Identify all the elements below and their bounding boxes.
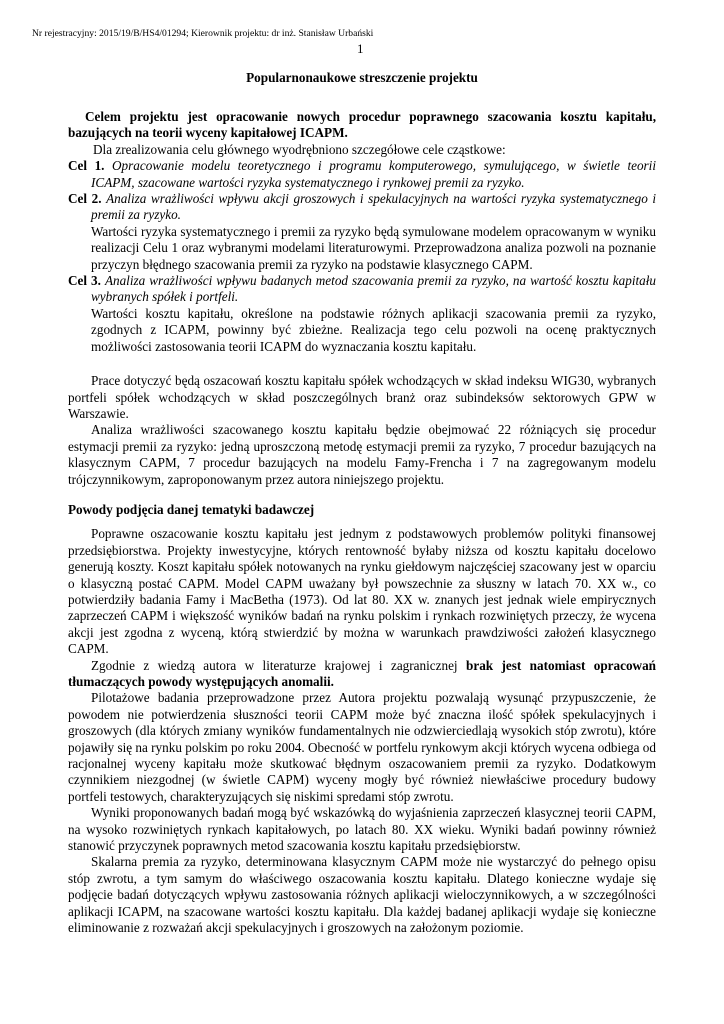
- paragraph: Pilotażowe badania przeprowadzone przez Autora projektu pozwalają wysunąć przypuszczenie, że powodem nie potwierdzenia słuszności teorii CAPM może być znaczna ilość spółek spekulacyjnych i groszowych (dla których zmiany wyników fundamentalnych nie odzwierciedlają wysokich stóp zwrotu), które pojawiły się na rynku polskim po roku 2004. Obecność w portfelu rynkowym akcji których wycena odbiega od racjonalnej wyceny kapitału może skutkować błędnym oszacowaniem premii za ryzyko. Dodatkowym czynnikiem niezgodnej (w świetle CAPM) wyceny mogły być również niewłaściwe procedury budowy portfeli testowych, charakteryzujących się niskimi spredami stóp zwrotu.: [68, 690, 656, 804]
- goal-item-1: [68, 158, 656, 191]
- registration-header: Nr rejestracyjny: 2015/19/B/HS4/01294; Kierownik projektu: dr inż. Stanisław Urbański: [32, 28, 374, 39]
- goal-text: Analiza wrażliwości wpływu badanych metod szacowania premii za ryzyko, na wartość kosztu kapitału wybranych spółek i portfeli.: [91, 273, 657, 305]
- goal-description-3: Wartości kosztu kapitału, określone na podstawie różnych aplikacji szacowania premii za ryzyko, zgodnych z ICAPM, powinny być zbieżne. Realizacja tego celu pozwoli na ocenę praktycznych możliwości zastosowania teorii ICAPM do wyznaczania kosztu kapitału.: [91, 305, 656, 354]
- paragraph: Prace dotyczyć będą oszacowań kosztu kapitału spółek wchodzących w skład indeksu WIG30, wybranych portfeli spółek wchodzących w skład poszczególnych branż oraz subindeksów sektorowych GPW w Warszawie.: [68, 373, 656, 421]
- goal-text: Analiza wrażliwości wpływu akcji groszowych i spekulacyjnych na wartości ryzyka systematycznego i premii za ryzyko.: [91, 191, 657, 223]
- section-heading: Powody podjęcia danej tematyki badawczej: [68, 501, 315, 517]
- main-goal: Celem projektu jest opracowanie nowych procedur poprawnego szacowania kosztu kapitału, bazujących na teorii wyceny kapitałowej ICAPM.: [68, 109, 656, 141]
- goal-label: Cel 3.: [68, 273, 101, 289]
- paragraph: Wyniki proponowanych badań mogą być wskazówką do wyjaśnienia zaprzeczeń klasycznej teorii CAPM, na wysoko rozwiniętych rynkach kapitałowych, po latach 80. XX wieku. Wyniki badań powinny również stanowić przyczynek poprawnych metod szacowania kosztu kapitału przedsiębiorstw.: [68, 805, 656, 854]
- goal-label: Cel 1.: [68, 158, 105, 174]
- emphasized-text: brak jest natomiast opracowań tłumaczących powody występujących anomalii.: [68, 657, 657, 689]
- page-number: 1: [357, 41, 364, 56]
- paragraph: [68, 658, 656, 691]
- paragraph-text: Zgodnie z wiedzą autora w literaturze krajowej i zagranicznej: [91, 657, 466, 673]
- goal-item-3: [68, 273, 656, 306]
- document-body: [68, 109, 656, 937]
- paragraph: Analiza wrażliwości szacowanego kosztu kapitału będzie obejmować 22 różniących się procedur estymacji premii za ryzyko: jedną uproszczoną metodę estymacji premii za ryzyko, 7 procedur bazujących na klasycznym CAPM, 7 procedur bazujących na modelu Famy-Frencha i 7 na zagregowanym modelu trójczynnikowym, zaproponowanym przez autora niniejszego projektu.: [68, 422, 656, 487]
- goal-text: Opracowanie modelu teoretycznego i programu komputerowego, symulującego, w świetle teorii ICAPM, szacowane wartości ryzyka systematycznego i rynkowej premii za ryzyko.: [91, 158, 657, 190]
- paragraph: Skalarna premia za ryzyko, determinowana klasycznym CAPM może nie wystarczyć do pełnego opisu stóp zwrotu, a tym samym do właściwego oszacowania kosztu kapitału. Dlatego konieczne wydaje się podjęcie badań dotyczących wpływu zastosowania różnych aplikacji wieloczynnikowych, a w szczególności aplikacji ICAPM, na szacowane wartości kosztu kapitału. Dla każdej badanej aplikacji wydaje się konieczne eliminowanie z rozważań akcji spekulacyjnych i groszowych na założonym poziomie.: [68, 854, 656, 936]
- goal-description-2: Wartości ryzyka systematycznego i premii za ryzyko będą symulowane modelem opracowanym w wyniku realizacji Celu 1 oraz wybranymi modelami literaturowymi. Przeprowadzona analiza pozwoli na poznanie przyczyn błędnego szacowania premii za ryzyko na podstawie klasycznego CAPM.: [91, 223, 656, 272]
- paragraph: Poprawne oszacowanie kosztu kapitału jest jednym z podstawowych problemów polityki finansowej przedsiębiorstwa. Projekty inwestycyjne, których rentowność byłaby niższa od kosztu kapitału docelowo generują koszty. Koszt kapitału spółek notowanych na rynku giełdowym najczęściej szacowany jest w oparciu o klasyczną postać CAPM. Model CAPM uważany był powszechnie za słuszny w latach 70. XX w., co potwierdziły badania Famy i MacBetha (1973). Od lat 80. XX w. znanych jest jednak wiele empirycznych zaprzeczeń CAPM i większość wyników badań na rynku polskim i rynkach rozwiniętych przeczy, że wycena akcji jest zgodna z wyceną, którą stwierdzić by można w warunkach prawdziwości założeń klasycznego CAPM.: [68, 526, 656, 657]
- sub-goals-intro: Dla zrealizowania celu głównego wyodrębniono szczegółowe cele cząstkowe:: [93, 141, 506, 157]
- goal-label: Cel 2.: [68, 191, 102, 207]
- document-title: Popularnonaukowe streszczenie projektu: [246, 70, 478, 85]
- goal-item-2: [68, 191, 656, 224]
